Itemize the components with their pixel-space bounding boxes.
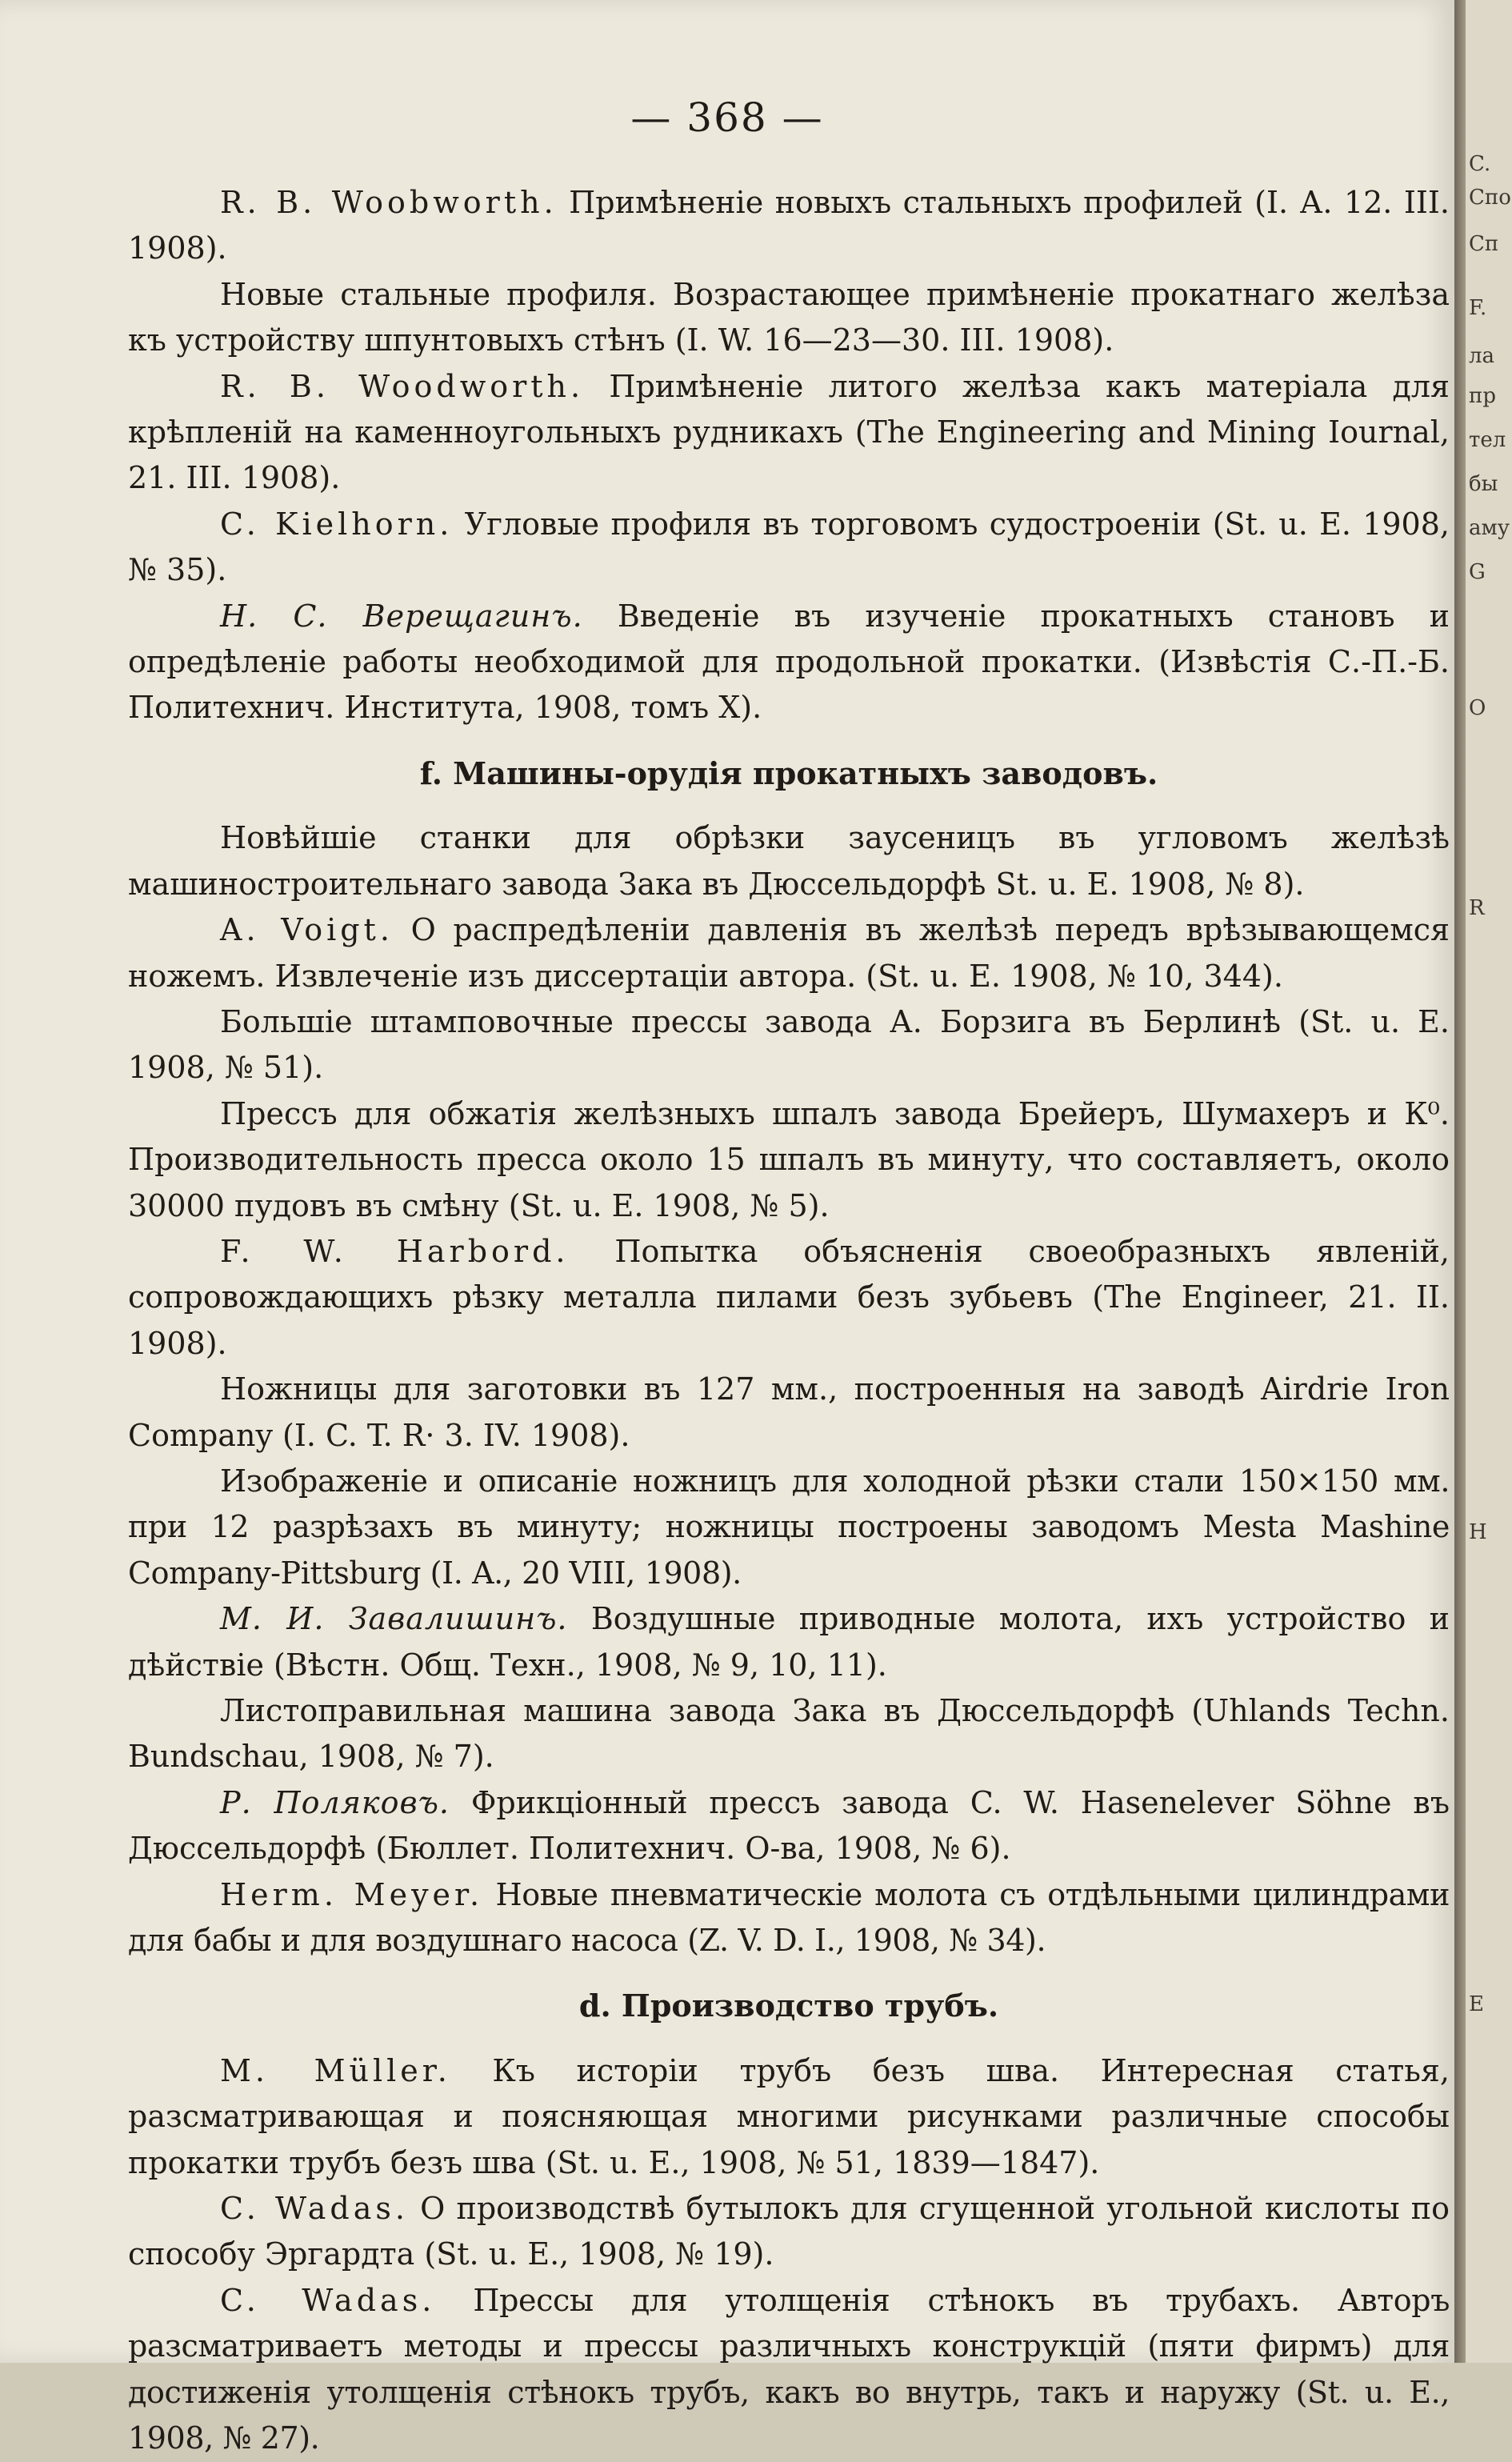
- bibliography-entry: [128, 1229, 1450, 1367]
- bibliography-entry: [128, 1091, 1450, 1229]
- entry-text: О производствѣ бутылокъ для сгущенной угольной кислоты по способу Эргардта (St. u. E., 1908, № 19).: [128, 2191, 1450, 2272]
- edge-text: E: [1469, 1992, 1484, 2016]
- entry-text: Ножницы для заготовки въ 127 мм., построенныя на заводѣ Airdrie Iron Company (I. C. T. R· 3. IV. 1908).: [128, 1371, 1450, 1453]
- bibliography-entry: [128, 594, 1450, 731]
- bibliography-entry: [128, 815, 1450, 907]
- entry-author: R. B. Woodworth.: [220, 368, 585, 404]
- edge-text: тел: [1469, 428, 1506, 452]
- bibliography-entry: [128, 1780, 1450, 1872]
- entry-author: C. Wadas.: [220, 2282, 436, 2318]
- section-title-d: d. Производство трубъ.: [578, 1988, 999, 2024]
- bibliography-entry: [128, 2278, 1450, 2462]
- bibliography-entry: [128, 1872, 1450, 1964]
- bibliography-entry: [128, 180, 1450, 272]
- entry-text: Новые пневматическіе молота съ отдѣльными цилиндрами для бабы и для воздушнаго насоса (Z. V. D. I., 1908, № 34).: [128, 1876, 1450, 1959]
- bibliography-entry: [128, 1688, 1450, 1780]
- entry-text: Прессъ для обжатія желѣзныхъ шпалъ завода Брейеръ, Шумахеръ и К⁰. Производительность пресса около 15 шпалъ въ минуту, что составляетъ, около 30000 пудовъ въ смѣну (St. u. E. 1908, № 5).: [128, 1095, 1450, 1223]
- entry-text: Угловые профиля въ торговомъ судостроеніи (St. u. E. 1908, № 35).: [128, 506, 1450, 588]
- entry-text: Примѣненie литого желѣза какъ матеріала для крѣпленій на каменноугольныхъ рудникахъ (The Engineering and Mining Iournal, 21. III. 1908).: [128, 368, 1450, 496]
- bibliography-entry: [128, 907, 1450, 999]
- bibliography-entry: [128, 364, 1450, 502]
- entry-text: Примѣненie новыхъ стальныхъ профилей (I. А. 12. III. 1908).: [128, 185, 1450, 266]
- section-title-f: f. Машины-орудія прокатныхъ заводовъ.: [419, 755, 1158, 791]
- entry-text: Попытка объясненія своеобразныхъ явленій, сопровождающихъ рѣзку металла пилами безъ зубьевъ (The Engineer, 21. II. 1908).: [128, 1233, 1450, 1361]
- edge-text: O: [1469, 696, 1486, 720]
- section-d-entries: [128, 2048, 1450, 2462]
- entry-text: Фрикціонный прессъ завода C. W. Hasenelever Söhne въ Дюссельдорфѣ (Бюллет. Политехнич. О-ва, 1908, № 6).: [128, 1784, 1450, 1867]
- bibliography-entry: [128, 1459, 1450, 1596]
- bibliography-entry: [128, 2048, 1450, 2186]
- edge-text: пр: [1469, 384, 1496, 408]
- edge-text: Спо: [1469, 186, 1511, 210]
- edge-text: аму: [1469, 516, 1510, 540]
- entry-author: R. B. Woobworth.: [220, 185, 558, 220]
- entry-text: Къ исторіи трубъ безъ шва. Интересная статья, разсматривающая и поясняющая многими рисунками различные способы прокатки трубъ безъ шва (St. u. E., 1908, № 51, 1839—1847).: [128, 2052, 1450, 2180]
- bibliography-entry: [128, 1596, 1450, 1688]
- edge-text: ла: [1469, 344, 1495, 368]
- entry-text: Листоправильная машина завода Зака въ Дюссельдорфѣ (Uhlands Techn. Bundschau, 1908, № 7).: [128, 1693, 1450, 1775]
- entry-text: Воздушные приводные молота, ихъ устройство и дѣйствіе (Вѣстн. Общ. Техн., 1908, № 9, 10, 11).: [128, 1601, 1450, 1683]
- bibliography-entry: [128, 999, 1450, 1091]
- entry-text: Новые стальные профиля. Возрастающее примѣненie прокатнаго желѣза къ устройству шпунтовыхъ стѣнъ (I. W. 16—23—30. III. 1908).: [128, 276, 1450, 358]
- edge-text: G: [1469, 560, 1486, 584]
- entry-author: Р. Поляковъ.: [220, 1784, 450, 1820]
- bibliography-entry: [128, 272, 1450, 364]
- bibliography-content: [128, 180, 1450, 2462]
- entry-author: Herm. Meyer.: [220, 1876, 484, 1912]
- edge-text: R: [1469, 896, 1485, 920]
- page-number: — 368 —: [630, 94, 824, 141]
- entry-author: Н. С. Верещагинъ.: [220, 598, 583, 634]
- entry-author: М. И. Завалишинъ.: [220, 1601, 568, 1637]
- edge-text: Сп: [1469, 232, 1499, 256]
- entry-author: M. Müller.: [220, 2052, 451, 2088]
- book-gutter: [1454, 0, 1466, 2363]
- entry-text: Изображеніе и описаніе ножницъ для холодной рѣзки стали 150×150 мм. при 12 разрѣзахъ въ минуту; ножницы построены заводомъ Mesta Mashine Company-Pittsburg (I. A., 20 VIII, 1908).: [128, 1463, 1450, 1591]
- adjacent-page-edge: [1466, 0, 1512, 2363]
- bibliography-entry: [128, 502, 1450, 594]
- edge-text: бы: [1469, 472, 1498, 496]
- entry-author: A. Voigt.: [220, 912, 394, 948]
- bibliography-entry: [128, 1367, 1450, 1459]
- entry-text: О распредѣленіи давленія въ желѣзѣ передъ врѣзывающемся ножемъ. Извлеченіе изъ диссертаціи автора. (St. u. E. 1908, № 10, 344).: [128, 912, 1450, 994]
- entry-text: Прессы для утолщенія стѣнокъ въ трубахъ. Авторъ разсматриваетъ методы и прессы различныхъ конструкцій (пяти фирмъ) для достиженія утолщенія стѣнокъ трубъ, какъ во внутрь, такъ и наружу (St. u. E., 1908, № 27).: [128, 2282, 1450, 2456]
- edge-text: F.: [1469, 296, 1487, 320]
- edge-text: C.: [1469, 152, 1491, 176]
- entry-text: Новѣйшіе станки для обрѣзки заусеницъ въ угловомъ желѣзѣ машиностроительнаго завода Зака въ Дюссельдорфѣ St. u. E. 1908, № 8).: [128, 820, 1450, 902]
- bibliography-entry: [128, 2186, 1450, 2278]
- entry-text: Введеніе въ изученіе прокатныхъ становъ и опредѣленіе работы необходимой для продольной прокатки. (Извѣстія С.-П.-Б. Политехнич. Института, 1908, томъ X).: [128, 598, 1450, 726]
- edge-text: H: [1469, 1520, 1487, 1544]
- entry-author: C. Wadas.: [220, 2191, 409, 2227]
- top-entries: [128, 180, 1450, 731]
- entry-author: F. W. Harbord.: [220, 1233, 570, 1269]
- entry-text: Большіе штамповочные прессы завода А. Борзига въ Берлинѣ (St. u. E. 1908, № 51).: [128, 1003, 1450, 1086]
- entry-author: C. Kielhorn.: [220, 506, 454, 542]
- section-f-entries: [128, 815, 1450, 1964]
